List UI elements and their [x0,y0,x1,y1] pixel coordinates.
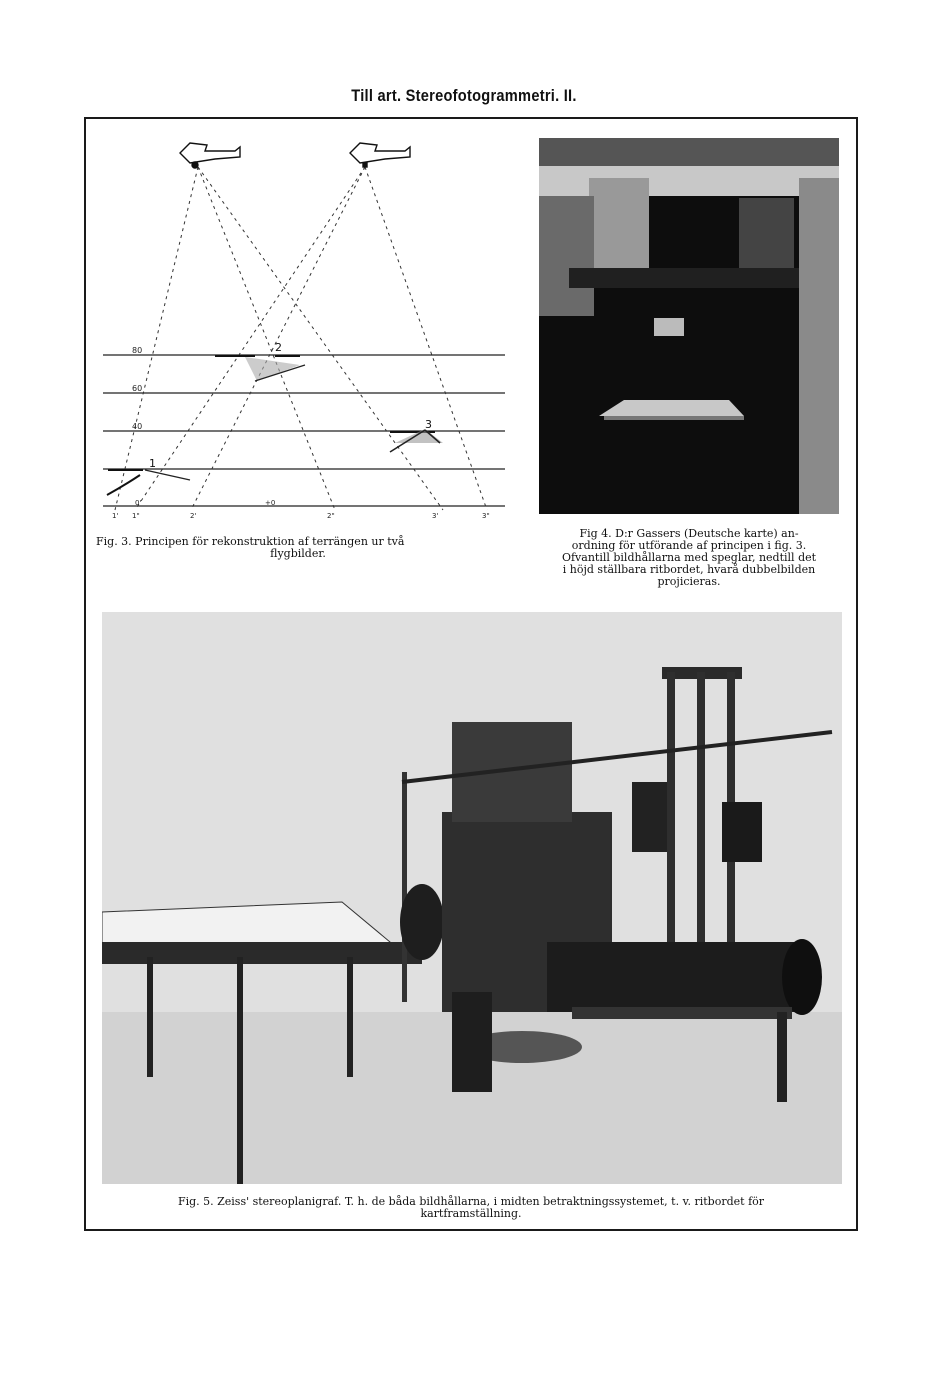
figure5-caption [100,1196,842,1220]
figure4-caption [530,528,848,588]
svg-text:80: 80 [132,346,143,355]
figure3-diagram [95,125,515,530]
airplane-icon [350,143,410,167]
svg-text:0': 0' [135,499,142,507]
svg-text:2: 2 [275,341,282,354]
svg-text:3: 3 [425,418,432,431]
svg-text:+0: +0 [265,499,276,507]
figure4-caption-line: Fig 4. D:r Gassers (Deutsche karte) an- [579,527,799,540]
figure3-caption-line2: flygbilder. [270,547,326,560]
figure5-photo [102,612,842,1184]
figure4-caption-line: i höjd ställbara ritbordet, hvarå dubbelbilden [562,563,816,576]
svg-text:60: 60 [132,384,143,393]
svg-text:2': 2' [190,512,197,520]
figure4-caption-line: Ofvantill bildhållarna med speglar, nedtill det [561,551,817,564]
figure4-caption-line: projicieras. [657,575,721,588]
svg-text:1": 1" [132,512,140,520]
figure3-caption-line1: Fig. 3. Principen för rekonstruktion af terrängen ur två [96,535,405,548]
figure3-caption [96,536,500,560]
figure4-caption-line: ordning för utförande af principen i fig. 3. [571,539,807,552]
svg-text:40: 40 [132,422,143,431]
figure5-caption-line1: Fig. 5. Zeiss' stereoplanigraf. T. h. de båda bildhållarna, i midten betraktningssystemet, t. v. ritbordet för [177,1195,765,1208]
svg-text:3": 3" [482,512,490,520]
page-header: Till art. Stereofotogrammetri. II. [351,86,577,105]
svg-text:2": 2" [327,512,335,520]
svg-text:1: 1 [149,457,156,470]
svg-text:3': 3' [432,512,439,520]
airplane-icon [180,143,240,168]
figure4-photo [539,138,839,514]
svg-text:1': 1' [112,512,119,520]
figure5-caption-line2: kartframställning. [420,1207,522,1220]
